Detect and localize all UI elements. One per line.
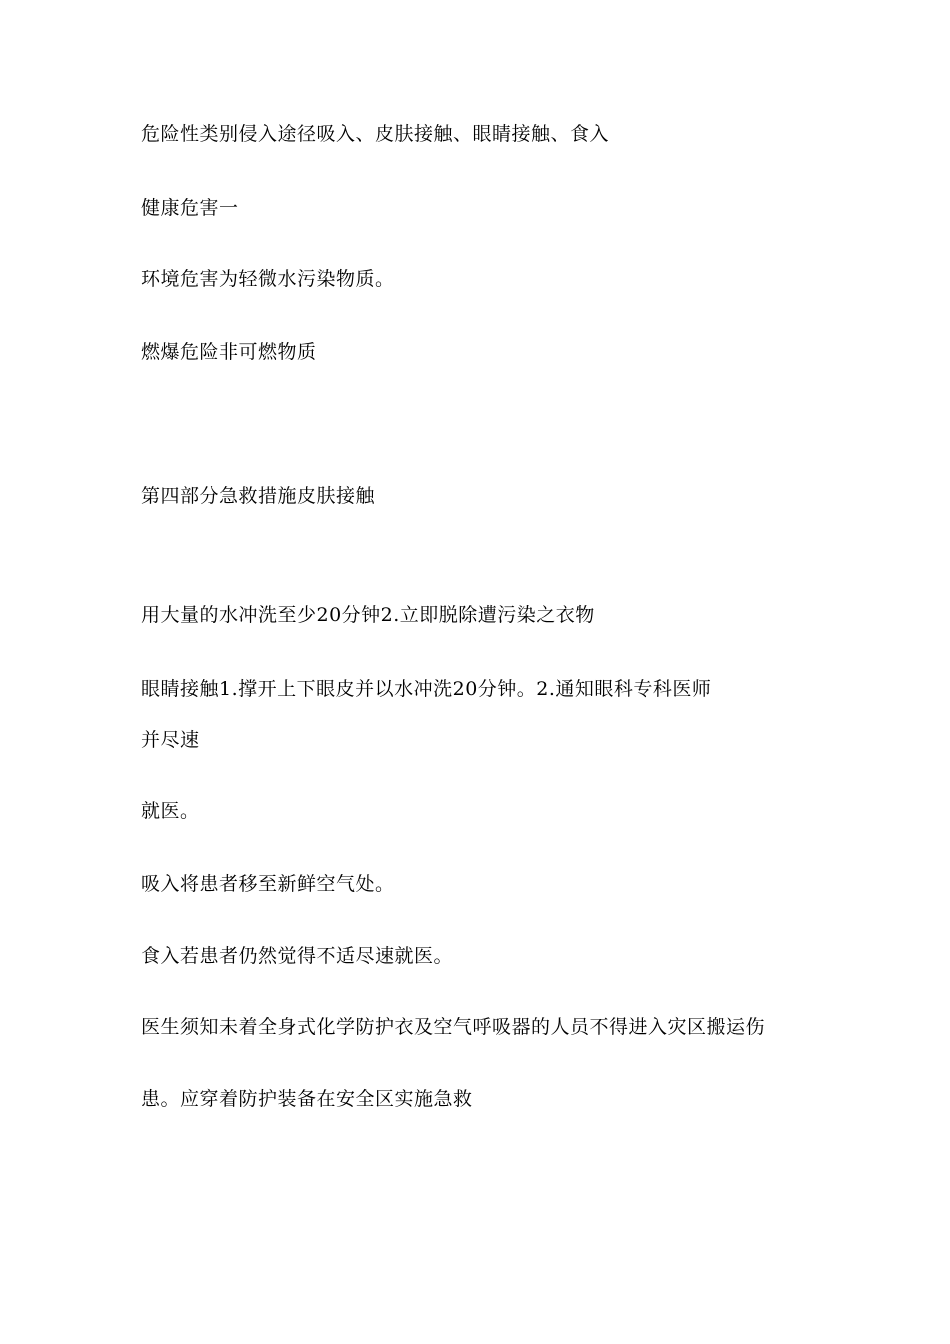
health-hazard-line: 健康危害一 xyxy=(141,197,239,219)
eye-contact-continuation: 并尽速 xyxy=(141,729,200,751)
environmental-hazard-line: 环境危害为轻微水污染物质。 xyxy=(141,268,395,290)
eye-contact-continuation-2: 就医。 xyxy=(141,800,200,822)
inhalation-instructions: 吸入将患者移至新鲜空气处。 xyxy=(141,873,395,895)
physician-notes-continuation: 患。应穿着防护装备在安全区实施急救 xyxy=(141,1088,473,1110)
physician-notes: 医生须知未着全身式化学防护衣及空气呼吸器的人员不得进入灾区搬运伤 xyxy=(141,1016,766,1038)
skin-contact-instructions: 用大量的水冲洗至少20分钟2.立即脱除遭污染之衣物 xyxy=(141,604,595,626)
eye-contact-instructions: 眼睛接触1.撑开上下眼皮并以水冲洗20分钟。2.通知眼科专科医师 xyxy=(141,678,712,700)
explosion-hazard-line: 燃爆危险非可燃物质 xyxy=(141,341,317,363)
section-heading-first-aid: 第四部分急救措施皮肤接触 xyxy=(141,485,376,507)
hazard-category-line: 危险性类别侵入途径吸入、皮肤接触、眼睛接触、食入 xyxy=(141,123,610,145)
ingestion-instructions: 食入若患者仍然觉得不适尽速就医。 xyxy=(141,945,454,967)
